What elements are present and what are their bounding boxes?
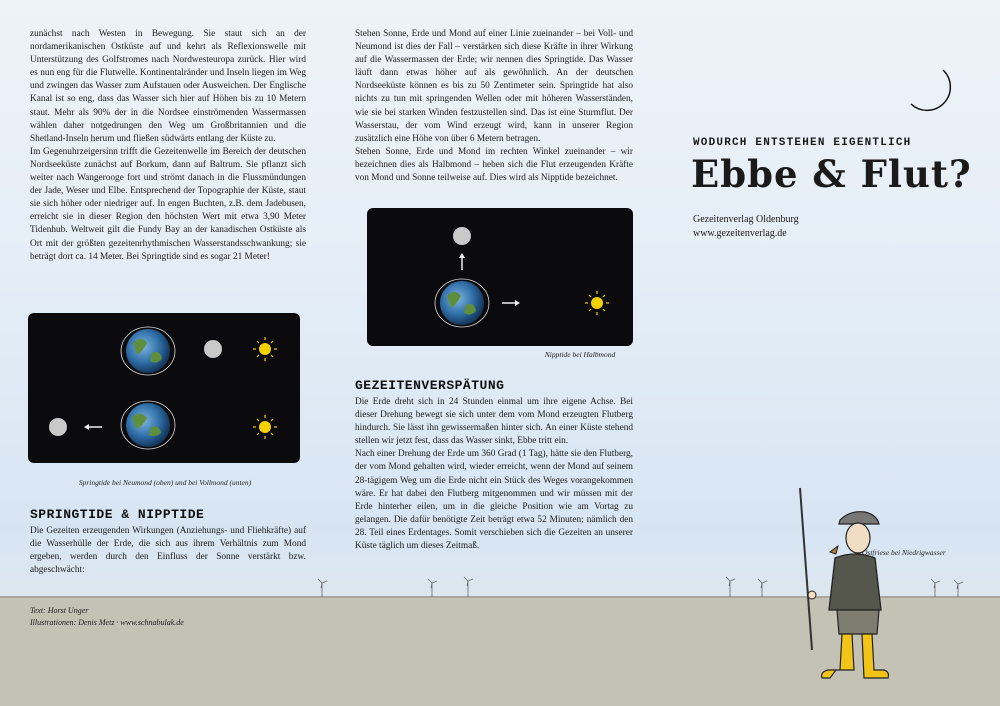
cap	[839, 512, 879, 524]
section-heading: GEZEITENVERSPÄTUNG	[355, 378, 505, 393]
paragraph: Stehen Sonne, Erde und Mond im rechten Winkel zueinander – wir bezeichnen dies als Halbmond – heben sich die Flut erzeugenden Kräfte von Mond und Sonne teilweise auf. Dies wird als Nipptide bezeichnet.	[355, 146, 633, 184]
wind-turbine-icon	[318, 579, 327, 597]
sun-icon	[585, 291, 609, 315]
earth-icon	[121, 327, 175, 375]
column-1	[30, 28, 306, 264]
column-3	[355, 396, 633, 553]
column-2	[355, 28, 633, 185]
arrow-left-icon	[84, 424, 102, 430]
springtide-diagram	[28, 313, 300, 463]
springtide-caption: Springtide bei Neumond (oben) und bei Vollmond (unten)	[78, 478, 252, 487]
text-credit: Text: Horst Unger	[30, 606, 89, 615]
crescent-moon-icon	[905, 66, 955, 114]
paragraph: Die Gezeiten erzeugenden Wirkungen (Anziehungs- und Fliehkräfte) auf die Wasserhülle der Erde, die sich aus ihrem Verhältnis zum Mond ergeben, werden durch den Einfluss der Sonne verstärkt bzw. abgeschwächt:	[30, 526, 306, 576]
sun-icon	[253, 337, 277, 361]
nipptide-diagram	[367, 208, 633, 346]
paragraph: Stehen Sonne, Erde und Mond auf einer Linie zueinander – bei Voll- und Neumond ist dies der Fall – verstärken sich diese Kräfte in ihrer Wirkung auf die Wassermassen der Erde; wir nennen dies Springtide. Das Wasser läuft dann etwas höher auf als gewöhnlich. An der deutschen Nordseeküste können es bis zu 50 Zentimeter sein. Springtide hat also nichts zu tun mit springenden Wellen oder mit höheren Wasserständen, wie sie bei starken Winden festzustellen sind. Das ist eine Sturmflut. Der Wasserstau, der vom Wind erzeugt wird, kann in unserer Region zusätzlich eine Höhe von über 6 Metern betragen.	[355, 29, 633, 144]
wind-turbine-icon	[954, 580, 963, 597]
publisher-block	[693, 213, 799, 241]
hand	[808, 591, 816, 599]
nipptide-caption: Nipptide bei Halbmond	[544, 350, 616, 359]
wind-turbine-icon	[726, 577, 735, 597]
paragraph: Nach einer Drehung der Erde um 360 Grad (1 Tag), hätte sie den Flutberg, der vom Mond gehalten wird, wieder erreicht, wenn der Mond auf seinem 28-tägigem Weg um die Erde nicht ein Stück des Weges vorangekommen wäre. Er hat dabei den Flutberg mitgenommen und wir müssen mit der Erde hinterher eilen, um in die gleiche Position wie am Vortag zu gelangen. Die dafür benötigte Zeit beträgt etwa 52 Minuten; nämlich den 28. Teil eines Erdentages. Somit verschieben sich die Gezeiten an unserer Küste täglich um dieses Zeitmaß.	[355, 449, 633, 552]
pipe-icon	[830, 546, 838, 554]
paragraph: Die Erde dreht sich in 24 Stunden einmal um ihre eigene Achse. Bei dieser Drehung bewegt sie sich unter dem vom Mond erzeugten Flutberg hindurch. Sie lässt ihn gewissermaßen hinter sich. An einer Küste stehend stellen wir jetzt fest, dass das Wasser sinkt, Ebbe tritt ein.	[355, 397, 633, 447]
illustration-credit: Illustrationen: Denis Metz · www.schnabulak.de	[30, 618, 184, 627]
wind-turbine-icon	[931, 579, 940, 597]
right-boot	[862, 634, 889, 678]
cover-kicker: WODURCH ENTSTEHEN EIGENTLICH	[693, 137, 912, 149]
wind-turbine-icon	[464, 577, 473, 597]
sun-icon	[253, 415, 277, 439]
wind-turbine-icon	[428, 579, 437, 597]
credits	[30, 605, 184, 629]
left-boot	[822, 634, 854, 678]
paragraph: Im Gegenuhrzeigersinn trifft die Gezeitenwelle im Bereich der deutschen Nordseeküste zunächst auf Borkum, dann auf Baltrum. Sie pflanzt sich weiter nach Wangerooge fort und strömt danach in die Flussmündungen der Jade, Weser und Elbe. Entsprechend der Topographie der Küste, staut sie sich höher oder niedriger auf. In engen Buchten, z.B. dem Jadebusen, erreicht sie in dieser Region den höchsten Wert mit etwa 3,90 Meter Tidenhub. Weltweit gilt die Fundy Bay an der kanadischen Ostküste als Ort mit der größten gezeitenrhythmischen Wasserstandsschwankung; sie beträgt dort ca. 14 Meter. Bei Springtide sind es sogar 21 Meter!	[30, 146, 306, 262]
moon-icon	[49, 418, 67, 436]
jacket	[829, 554, 881, 610]
fishing-rod	[800, 488, 812, 650]
earth-icon	[435, 279, 489, 327]
wind-turbine-icon	[758, 579, 767, 597]
ostfriese-caption: Ostfriese bei Niedrigwasser	[862, 548, 946, 557]
ostfriese-figure	[790, 480, 900, 695]
moon-icon	[204, 340, 222, 358]
column-4	[30, 525, 306, 577]
section-heading: SPRINGTIDE & NIPPTIDE	[30, 507, 205, 522]
arrow-right-icon	[502, 300, 520, 306]
publisher-website: www.gezeitenverlag.de	[693, 228, 787, 239]
arrow-up-icon	[459, 253, 465, 270]
publisher-name: Gezeitenverlag Oldenburg	[693, 214, 799, 225]
paragraph: zunächst nach Westen in Bewegung. Sie staut sich an der nordamerikanischen Ostküste auf und kehrt als Reflexionswelle mit Unterstützung des Golfstromes nach Nordwesteuropa zurück. Hier wird es nun eng für die Flutwelle. Kontinentalränder und Inseln liegen im Weg und zwingen das Wasser zum Aufstauen oder Ausweichen. Der Englische Kanal ist so eng, dass das Wasser sich hier auf Höhen bis zu 10 Metern staut. Mehr als 90% der in die Nordsee einströmenden Wassermassen wählen daher notgedrungen den Weg um Großbritannien und die Shetland-Inseln herum und fließen südwärts entlang der Küste zu.	[30, 29, 306, 144]
earth-icon	[121, 401, 175, 449]
shorts	[837, 610, 879, 634]
moon-icon	[453, 227, 471, 245]
cover-title: Ebbe & Flut?	[691, 152, 972, 196]
